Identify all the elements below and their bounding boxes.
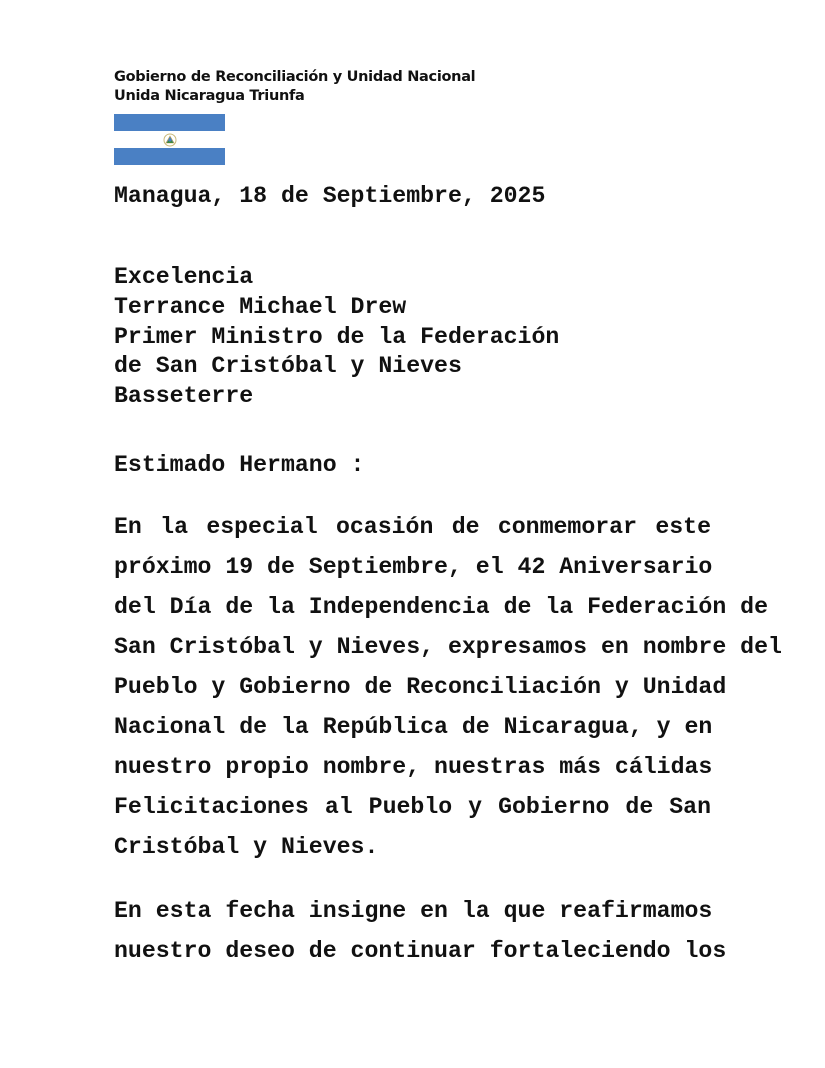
coat-of-arms-icon <box>163 133 177 147</box>
paragraph-line: En esta fecha insigne en la que reafirmamos <box>114 898 713 924</box>
paragraph-line: Pueblo y Gobierno de Reconciliación y Unidad <box>114 674 727 700</box>
nicaragua-flag-icon <box>114 114 225 165</box>
paragraph-line: San Cristóbal y Nieves, expresamos en nombre del <box>114 634 782 660</box>
recipient-title-line2: de San Cristóbal y Nieves <box>114 353 462 380</box>
recipient-honorific: Excelencia <box>114 264 254 290</box>
recipient-name: Terrance Michael Drew <box>114 293 407 320</box>
paragraph-line: nuestro deseo de continuar fortaleciendo los <box>114 938 727 964</box>
paragraph-line: nuestro propio nombre, nuestras más cálidas <box>114 754 713 780</box>
body-paragraph-2 <box>114 891 727 971</box>
paragraph-line: Felicitaciones al Pueblo y Gobierno de San <box>114 794 711 820</box>
paragraph-line: En la especial ocasión de conmemorar este <box>114 514 711 540</box>
flag-middle-band <box>114 131 225 148</box>
flag-top-band <box>114 114 225 131</box>
recipient-title-line1: Primer Ministro de la Federación <box>114 323 560 350</box>
paragraph-line: del Día de la Independencia de la Federación de <box>114 594 768 620</box>
letterhead-slogan: Unida Nicaragua Triunfa <box>114 88 305 104</box>
salutation: Estimado Hermano : <box>114 452 365 478</box>
recipient-address-block <box>114 263 559 412</box>
body-paragraph-1 <box>114 507 782 867</box>
flag-bottom-band <box>114 148 225 165</box>
letter-date: Managua, 18 de Septiembre, 2025 <box>114 183 546 209</box>
paragraph-line: Cristóbal y Nieves. <box>114 834 379 860</box>
letterhead <box>114 68 475 106</box>
letterhead-government-name: Gobierno de Reconciliación y Unidad Nacional <box>114 69 476 85</box>
paragraph-line: Nacional de la República de Nicaragua, y en <box>114 714 713 740</box>
recipient-city: Basseterre <box>114 383 254 410</box>
paragraph-line: próximo 19 de Septiembre, el 42 Aniversario <box>114 554 713 580</box>
